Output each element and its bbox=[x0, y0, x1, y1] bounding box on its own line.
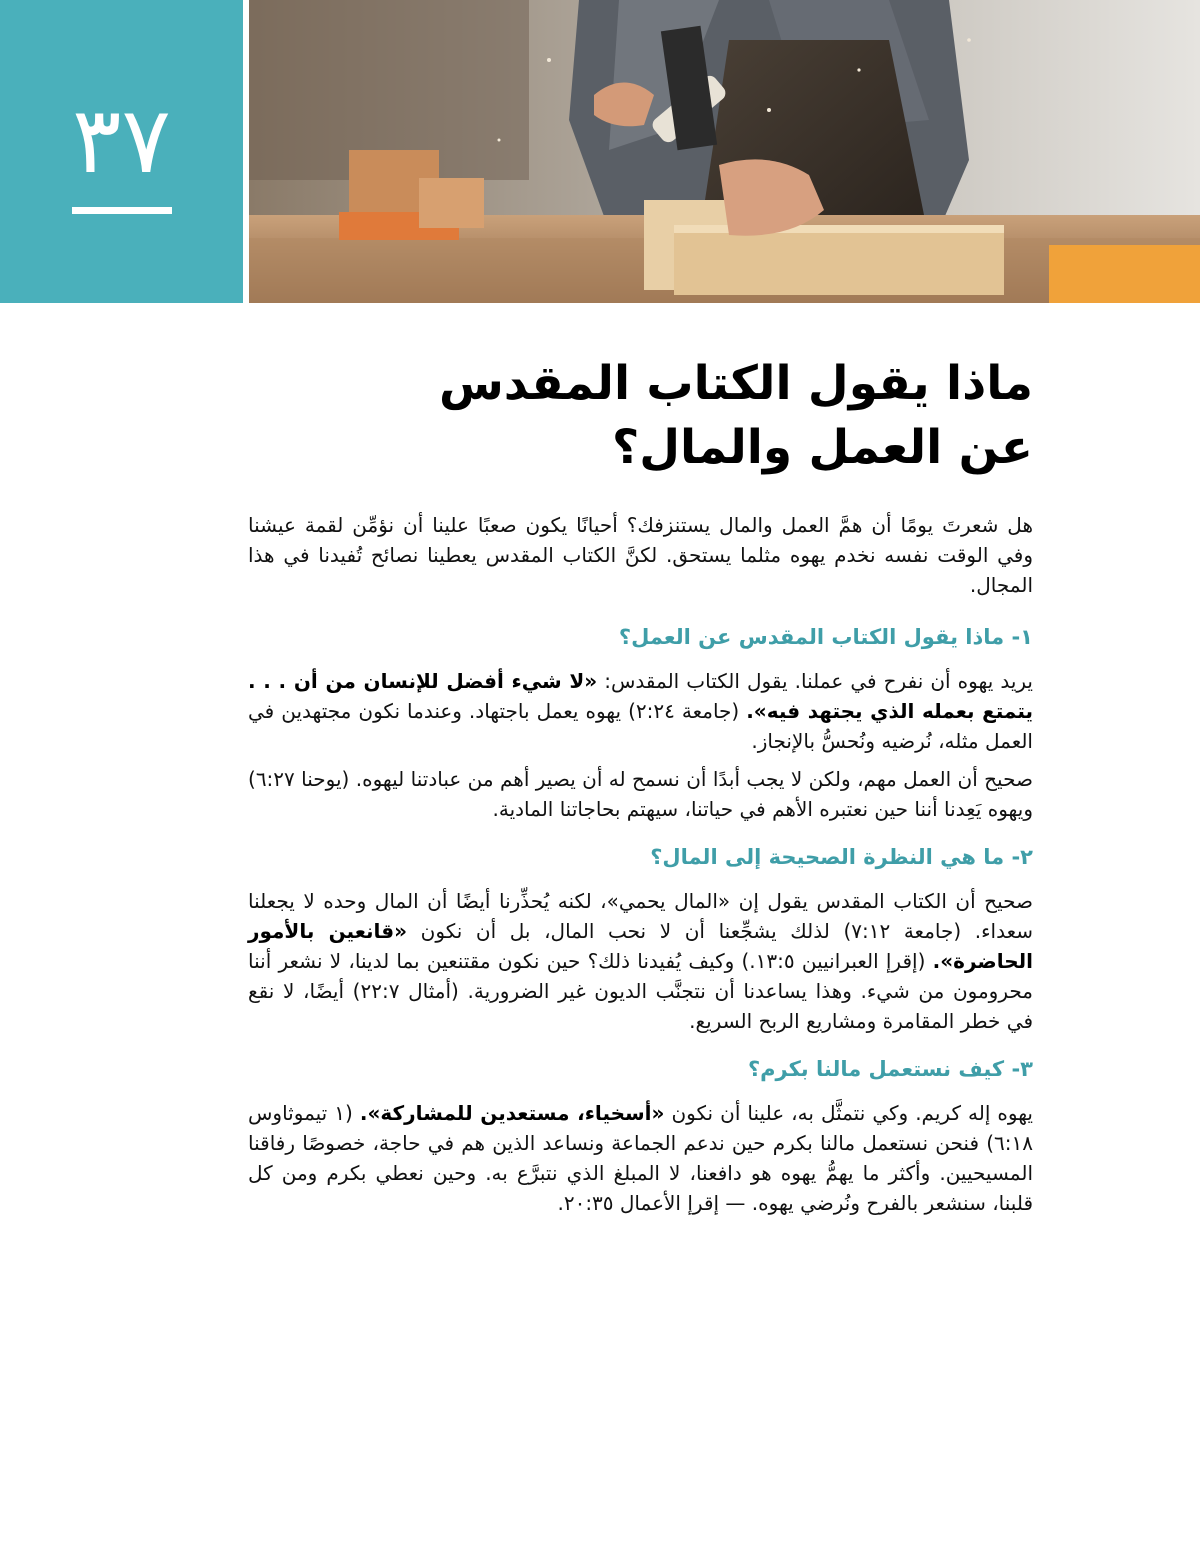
lesson-number: ٣٧ bbox=[72, 87, 171, 194]
header-band bbox=[0, 0, 1200, 303]
lesson-number-underline bbox=[72, 207, 172, 214]
section-paragraph bbox=[248, 1098, 1033, 1218]
paragraph-text: صحيح أن الكتاب المقدس يقول إن «المال يحمي»، لكنه يُحذِّرنا أيضًا أن المال وحده لا يجعلنا سعداء. (جامعة ٧:١٢) لذلك يشجِّعنا أن لا نحب المال، بل أن نكون bbox=[248, 889, 1034, 943]
page-title-line1: ماذا يقول الكتاب المقدس bbox=[438, 356, 1033, 411]
section-generosity bbox=[248, 1054, 1033, 1218]
section-paragraph: صحيح أن العمل مهم، ولكن لا يجب أبدًا أن نسمح له أن يصير أهم من عبادتنا ليهوه. (يوحنا ٦:٢٧) ويهوه يَعِدنا أننا حين نعتبره الأهم في حياتنا، سيهتم بحاجاتنا المادية. bbox=[248, 767, 1033, 821]
section-paragraph bbox=[248, 886, 1033, 1036]
paragraph-text: يريد يهوه أن نفرح في عملنا. يقول الكتاب المقدس: bbox=[597, 669, 1033, 693]
paragraph-text: يهوه إله كريم. وكي نتمثَّل به، علينا أن نكون bbox=[664, 1101, 1034, 1125]
section-heading: ١- ماذا يقول الكتاب المقدس عن العمل؟ bbox=[618, 625, 1033, 649]
scripture-quote: «لا شيء أفضل للإنسان من أن . . . يتمتع بعمله الذي يجتهد فيه». bbox=[248, 669, 1034, 723]
section-heading: ٣- كيف نستعمل مالنا بكرم؟ bbox=[747, 1057, 1033, 1081]
paragraph-text: (جامعة ٢:٢٤) يهوه يعمل باجتهاد. وعندما نكون مجتهدين في العمل مثله، نُرضيه ونُحسُّ بالإنجاز. bbox=[248, 699, 1033, 753]
section-paragraph bbox=[248, 666, 1033, 756]
photo-illustration bbox=[249, 0, 1200, 303]
page-title-line2: عن العمل والمال؟ bbox=[611, 420, 1033, 475]
carpenter-hammer-photo bbox=[249, 0, 1200, 303]
scripture-quote: «قانعين بالأمور الحاضرة». bbox=[248, 919, 1034, 973]
lesson-number-box bbox=[0, 0, 243, 303]
section-heading: ٢- ما هي النظرة الصحيحة إلى المال؟ bbox=[650, 845, 1033, 869]
page-title bbox=[248, 352, 1033, 480]
paragraph-text: (إقرإ العبرانيين ١٣:٥.) وكيف يُفيدنا ذلك؟ حين نكون مقتنعين بما لدينا، لا نشعر أننا محرومون من شيء. وهذا يساعدنا أن نتجنَّب الديون غير الضرورية. (أمثال ٢٢:٧) أيضًا، لا نقع في خطر المقامرة ومشاريع الربح السريع. bbox=[248, 949, 1034, 1033]
section-work bbox=[248, 622, 1033, 824]
section-money bbox=[248, 842, 1033, 1036]
paragraph-text: (١ تيموثاوس ٦:١٨) فنحن نستعمل مالنا بكرم حين ندعم الجماعة ونساعد الذين هم في حاجة، خصوصًا رفاقنا المسيحيين. وأكثر ما يهمُّ يهوه هو دافعنا، لا المبلغ الذي نتبرَّع به. وحين نعطي بكرم ومن كل قلبنا، سنشعر بالفرح ونُرضي يهوه. — إقرإ الأعمال ٢٠:٣٥. bbox=[248, 1101, 1033, 1215]
lesson-content bbox=[248, 352, 1033, 1236]
intro-paragraph: هل شعرتَ يومًا أن همَّ العمل والمال يستنزفك؟ أحيانًا يكون صعبًا علينا أن نؤمِّن لقمة عيشنا وفي الوقت نفسه نخدم يهوه مثلما يستحق. لكنَّ الكتاب المقدس يعطينا نصائح تُفيدنا في هذا المجال. bbox=[248, 513, 1033, 597]
scripture-quote: «أسخياء، مستعدين للمشاركة». bbox=[359, 1101, 665, 1125]
